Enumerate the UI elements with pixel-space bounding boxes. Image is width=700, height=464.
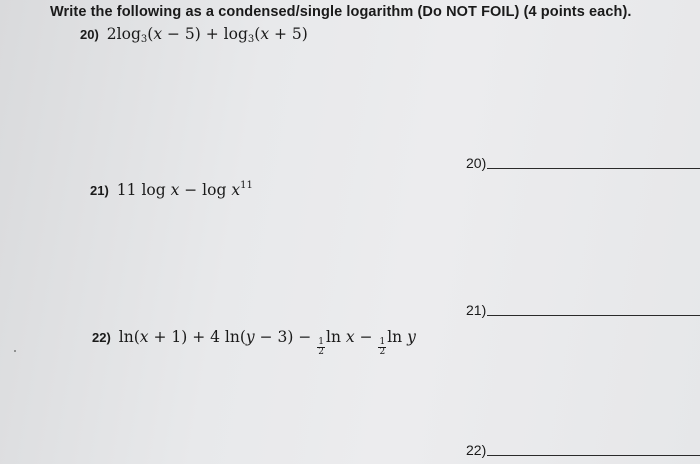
expr-text: + 1) + 4 ln( <box>148 328 246 346</box>
expr-fraction <box>317 338 325 357</box>
expr-variable: x <box>260 25 270 43</box>
expr-paren: ( <box>147 25 154 43</box>
problem-number: 20) <box>80 27 99 42</box>
expr-variable: x <box>345 328 355 346</box>
expr-text: ln <box>326 328 346 346</box>
expr-text: − 5) + <box>162 25 224 43</box>
answer-label: 20) <box>466 155 487 171</box>
expr-log: log <box>116 25 141 43</box>
expr-exponent: 11 <box>240 180 253 191</box>
expr-text: ln( <box>118 328 140 346</box>
expr-fraction <box>378 338 386 357</box>
expr-text: − <box>354 328 378 346</box>
expr-paren: ( <box>254 25 261 43</box>
answer-blank-20[interactable] <box>466 155 700 171</box>
expr-variable: x <box>139 328 149 346</box>
problem-number: 22) <box>92 330 111 345</box>
expr-variable: y <box>407 328 416 346</box>
problem-22 <box>92 328 416 357</box>
fraction-denominator: 2 <box>379 347 386 357</box>
expr-text: ln <box>387 328 408 346</box>
problem-number: 21) <box>90 183 109 198</box>
fraction-numerator: 1 <box>318 337 325 347</box>
expr-log: log <box>223 25 248 43</box>
answer-blank-22[interactable] <box>466 442 700 458</box>
expr-text: 11 log <box>116 181 171 199</box>
problem-expression <box>117 180 253 199</box>
fraction-denominator: 2 <box>318 347 325 357</box>
expr-variable: x <box>170 181 180 199</box>
answer-line[interactable] <box>487 168 700 169</box>
expr-text: − 3) − <box>254 328 317 346</box>
paper-speck <box>14 350 16 352</box>
fraction-numerator: 1 <box>379 337 386 347</box>
answer-label: 22) <box>466 442 487 458</box>
expr-variable: x <box>153 25 163 43</box>
expr-text: − log <box>179 181 232 199</box>
expr-log-base: 3 <box>140 34 148 45</box>
answer-blank-21[interactable] <box>466 302 700 318</box>
expr-variable: y <box>245 328 255 346</box>
answer-line[interactable] <box>487 315 700 316</box>
problem-20 <box>80 25 308 45</box>
answer-line[interactable] <box>487 455 700 456</box>
expr-text: + 5) <box>269 25 308 43</box>
answer-label: 21) <box>466 302 487 318</box>
expr-variable: x <box>231 181 241 199</box>
problem-21 <box>90 180 253 199</box>
expr-log-base: 3 <box>247 34 255 45</box>
problem-expression <box>119 328 416 357</box>
instructions-heading: Write the following as a condensed/single logarithm (Do NOT FOIL) (4 points each). <box>50 4 632 20</box>
problem-expression <box>107 25 308 45</box>
expr-coefficient: 2 <box>106 25 117 43</box>
